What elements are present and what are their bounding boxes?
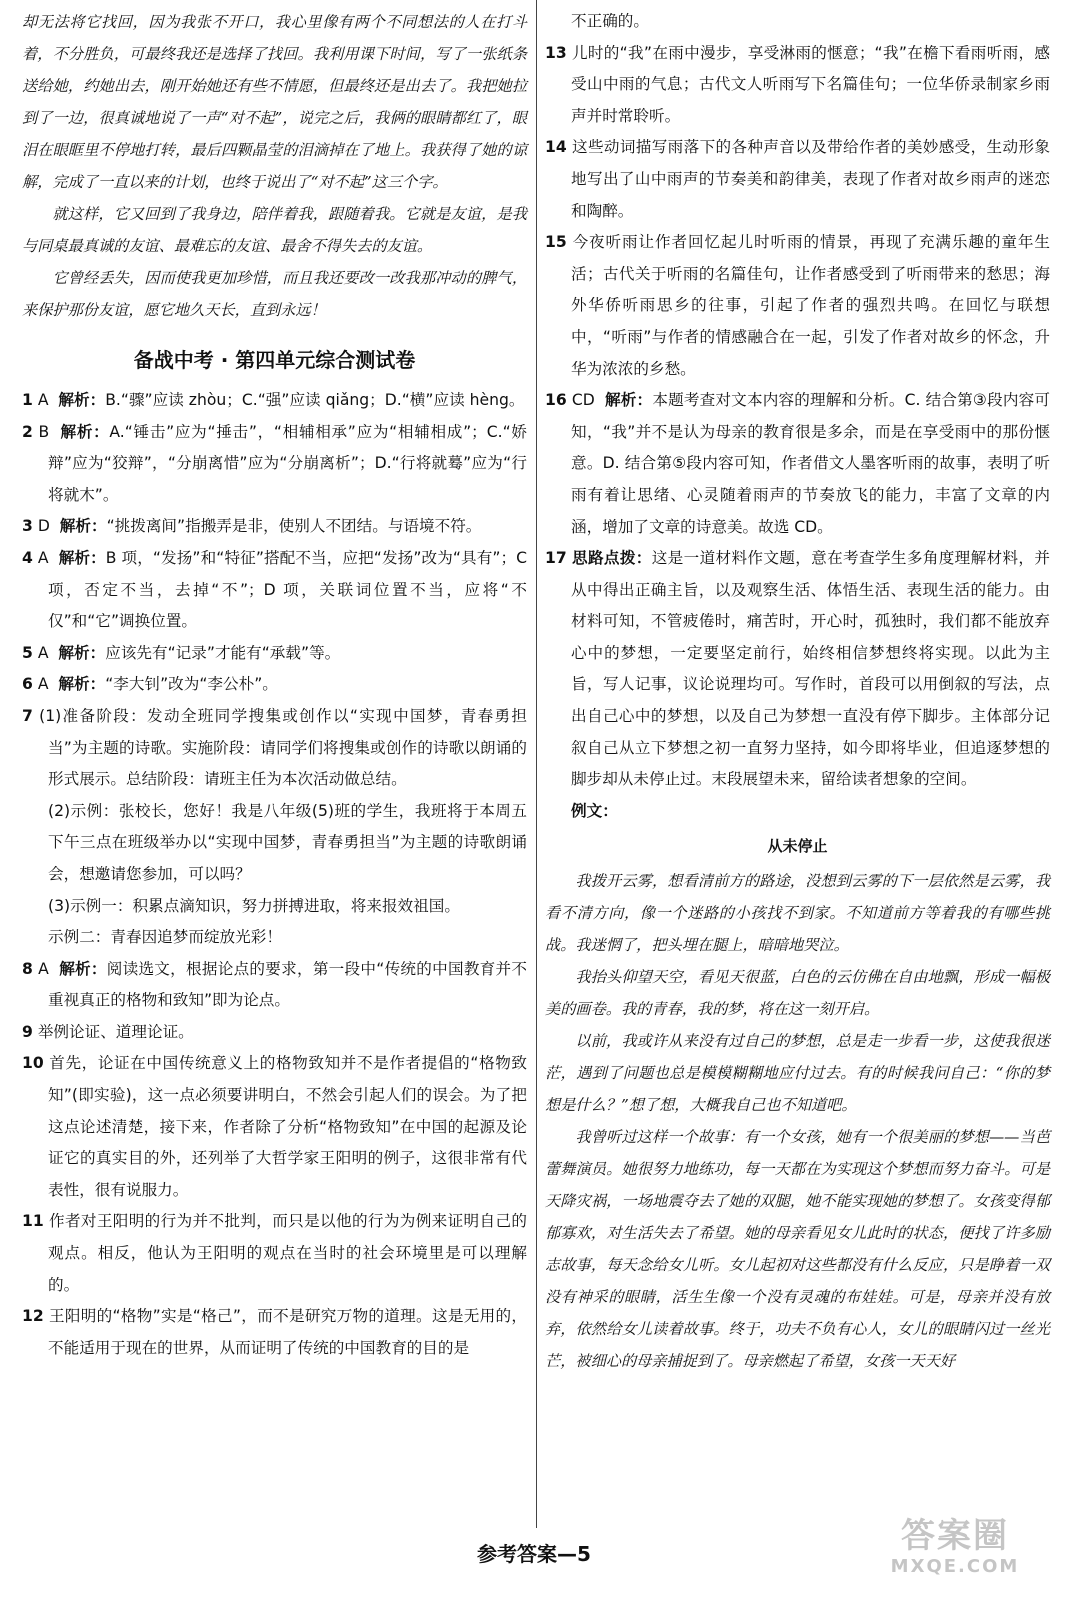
answer-item-10: 10 首先，论证在中国传统意义上的格物致知并不是作者提倡的“格物致知”(即实验)，这一点必须要讲明白，不然会引起人们的误会。为了把这点论述清楚，接下来，作者除了分析“格物致知”在中国的起源及论证它的真实目的外，还列举了大哲学家王阳明的例子，这很非常有代表性，很有说服力。 [22, 1054, 527, 1199]
right-column [545, 6, 1050, 1377]
answer-number: 5 [22, 643, 33, 662]
answer-item-12: 12 王阳明的“格物”实是“格己”，而不是研究万物的道理。这是无用的，不能适用于现在的世界，从而证明了传统的中国教育的目的是 [22, 1307, 527, 1357]
watermark-url: MXQE.COM [890, 1556, 1020, 1577]
answer-number: 17 [545, 549, 567, 568]
answer-item-7 [22, 701, 527, 954]
answer-item-2: 2 B 解析：A.“锤击”应为“捶击”，“相辅相承”应为“相辅相成”；C.“娇辩”应为“狡辩”，“分崩离惜”应为“分崩离析”；D.“行将就蓦”应为“行将就木”。 [22, 422, 527, 504]
answer-number: 2 [22, 422, 33, 441]
answer-item-15: 15 今夜听雨让作者回忆起儿时听雨的情景，再现了充满乐趣的童年生活；古代关于听雨的名篇佳句，让作者感受到了听雨带来的愁思；海外华侨听雨思乡的往事，引起了作者的强烈共鸣。在回忆与联想中，“听雨”与作者的情感融合在一起，引发了作者对故乡的怀念，升华为浓浓的乡愁。 [545, 233, 1050, 378]
example-essay [545, 865, 1050, 1377]
section-title: 备战中考 · 第四单元综合测试卷 [133, 348, 416, 372]
answer-number: 9 [22, 1022, 33, 1041]
essay-paragraph: 却无法将它找回，因为我张不开口，我心里像有两个不同想法的人在打斗着，不分胜负，可最终我还是选择了找回。我利用课下时间，写了一张纸条送给她，约她出去，刚开始她还有些不情愿，但最终还是出去了。我把她拉到了一边，很真诚地说了一声“对不起”，说完之后，我俩的眼睛都红了，眼泪在眼眶里不停地打转，最后四颗晶莹的泪滴掉在了地上。我获得了她的谅解，完成了一直以来的计划，也终于说出了“对不起”这三个字。 [22, 13, 527, 191]
answer-7-part-1: 7 (1)准备阶段：发动全班同学搜集或创作以“实现中国梦，青春勇担当”为主题的诗歌。实施阶段：请同学们将搜集或创作的诗歌以朗诵的形式展示。总结阶段：请班主任为本次活动做总结。 [22, 706, 527, 789]
answer-item-3: 3 D 解析：“挑拨离间”指搬弄是非，使别人不团结。与语境不符。 [22, 517, 482, 536]
answer-item-4: 4 A 解析：B 项，“发扬”和“特征”搭配不当，应把“发扬”改为“具有”；C 项，否定不当，去掉“不”；D 项，关联词位置不当，应将“不仅”和“它”调换位置。 [22, 548, 527, 631]
example-label: 例文： [571, 801, 618, 820]
answer-7-part-4: 示例二：青春因追梦而绽放光彩！ [48, 928, 282, 947]
essay-paragraph: 它曾经丢失，因而使我更加珍惜，而且我还要改一改我那冲动的脾气，来保护那份友谊，愿它地久天长，直到永远！ [22, 269, 527, 319]
answer-item-5: 5 A 解析：应该先有“记录”才能有“承载”等。 [22, 643, 341, 662]
column-divider [536, 0, 537, 1528]
answer-number: 6 [22, 675, 33, 694]
essay-title: 从未停止 [767, 837, 828, 856]
answer-item-16: 16 CD 解析：本题考查对文本内容的理解和分析。C. 结合第③段内容可知，“我”并不是认为母亲的教育很是多余，而是在享受雨中的那份惬意。D. 结合第⑤段内容可知，作者借文人墨客听雨的故事，表明了听雨有着让思绪、心灵随着雨声的节奏放飞的能力，丰富了文章的内涵，增加了文章的诗意美。故选 CD。 [545, 391, 1050, 536]
essay-paragraph: 以前，我或许从来没有过自己的梦想，总是走一步看一步，这使我很迷茫，遇到了问题也总是模模糊糊地应付过去。有的时候我问自己：“你的梦想是什么？”想了想，大概我自己也不知道吧。 [545, 1032, 1050, 1115]
answer-number: 3 [22, 517, 33, 536]
page-footer: 参考答案—5 [477, 1542, 591, 1566]
answer-number: 12 [22, 1307, 44, 1326]
answer-item-1: 1 A 解析：B.“骤”应读 zhòu；C.“强”应读 qiǎng；D.“横”应读 hèng。 [22, 391, 525, 409]
watermark-logo [870, 1516, 1040, 1586]
answer-number: 13 [545, 43, 567, 62]
left-column [22, 6, 527, 1364]
answer-number: 1 [22, 391, 33, 409]
essay-paragraph: 我拨开云雾，想看清前方的路途，没想到云雾的下一层依然是云雾，我看不清方向，像一个迷路的小孩找不到家。不知道前方等着我的有哪些挑战。我迷惘了，把头埋在腿上，暗暗地哭泣。 [545, 872, 1050, 955]
essay-paragraph: 我曾听过这样一个故事：有一个女孩，她有一个很美丽的梦想——当芭蕾舞演员。她很努力地练功，每一天都在为实现这个梦想而努力奋斗。可是天降灾祸，一场地震夺去了她的双腿，她不能实现她的梦想了。女孩变得郁郁寡欢，对生活失去了希望。她的母亲看见女儿此时的状态，便找了许多励志故事，每天念给女儿听。女儿起初对这些都没有什么反应，只是睁着一双没有神采的眼睛，活生生像一个没有灵魂的布娃娃。可是，母亲并没有放弃，依然给女儿读着故事。终于，功夫不负有心人，女儿的眼睛闪过一丝光芒，被细心的母亲捕捉到了。母亲燃起了希望，女孩一天天好 [545, 1128, 1050, 1371]
essay-paragraph: 就这样，它又回到了我身边，陪伴着我，跟随着我。它就是友谊，是我与同桌最真诚的友谊、最难忘的友谊、最舍不得失去的友谊。 [22, 205, 527, 255]
answer-item-13: 13 儿时的“我”在雨中漫步，享受淋雨的惬意；“我”在檐下看雨听雨，感受山中雨的气息；古代文人听雨写下名篇佳句；一位华侨录制家乡雨声并时常聆听。 [545, 43, 1050, 125]
answer-item-9: 9 举例论证、道理论证。 [22, 1022, 194, 1041]
answer-number: 7 [22, 706, 33, 725]
answer-7-part-2: (2)示例：张校长，您好！我是八年级(5)班的学生，我班将于本周五下午三点在班级举办以“实现中国梦，青春勇担当”为主题的诗歌朗诵会，想邀请您参加，可以吗？ [48, 801, 527, 883]
answer-item-8: 8 A 解析：阅读选文，根据论点的要求，第一段中“传统的中国教育并不重视真正的格物和致知”即为论点。 [22, 959, 527, 1010]
answer-7-part-3: (3)示例一：积累点滴知识，努力拼搏进取，将来报效祖国。 [48, 896, 460, 915]
answer-item-6: 6 A 解析：“李大钊”改为“李公朴”。 [22, 675, 278, 694]
answer-list [22, 385, 527, 701]
answer-number: 4 [22, 548, 33, 567]
answer-number: 11 [22, 1212, 44, 1231]
answer-number: 14 [545, 138, 567, 157]
answer-item-11: 11 作者对王阳明的行为并不批判，而只是以他的行为为例来证明自己的观点。相反，他认为王阳明的观点在当时的社会环境里是可以理解的。 [22, 1212, 527, 1294]
answer-item-14: 14 这些动词描写雨落下的各种声音以及带给作者的美妙感受，生动形象地写出了山中雨声的节奏美和韵律美，表现了作者对故乡雨声的迷恋和陶醉。 [545, 138, 1050, 220]
essay-paragraph: 我抬头仰望天空，看见天很蓝，白色的云仿佛在自由地飘，形成一幅极美的画卷。我的青春，我的梦，将在这一刻开启。 [545, 968, 1050, 1019]
answer-12-continued: 不正确的。 [571, 12, 649, 30]
answer-number: 10 [22, 1054, 44, 1073]
watermark-text: 答案圈 [901, 1516, 1009, 1556]
answer-number: 8 [22, 959, 33, 978]
answer-number: 16 [545, 391, 567, 410]
answer-item-17: 17 思路点拨：这是一道材料作文题，意在考查学生多角度理解材料，并从中得出正确主旨，以及观察生活、体悟生活、表现生活的能力。由材料可知，不管疲倦时，痛苦时，开心时，孤独时，我们都不能放弃心中的梦想，一定要坚定前行，始终相信梦想终将实现。以此为主旨，写人记事，议论说理均可。写作时，首段可以用倒叙的写法，点出自己心中的梦想，以及自己为梦想一直没有停下脚步。主体部分记叙自己从立下梦想之初一直努力坚持，如今即将毕业，但追逐梦想的脚步却从未停止过。末段展望未来，留给读者想象的空间。 [545, 549, 1050, 789]
answer-number: 15 [545, 233, 567, 252]
